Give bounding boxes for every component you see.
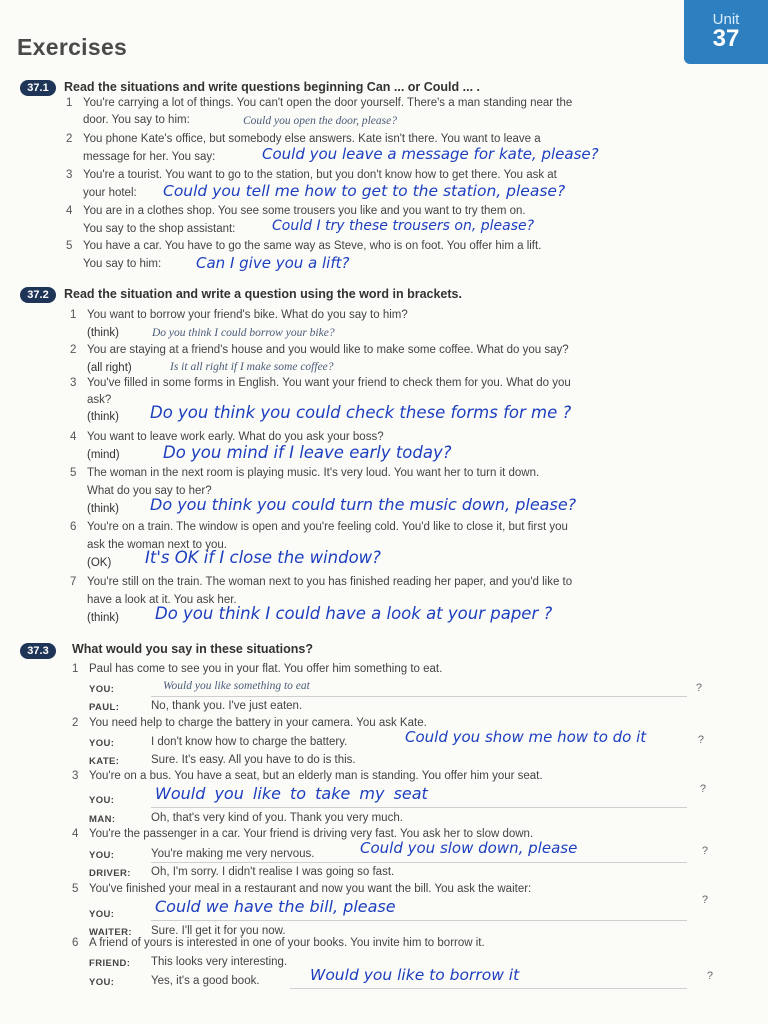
question-mark: ? <box>697 734 704 746</box>
item-number: 4 <box>66 205 73 217</box>
handwritten-answer: Could I try these trousers on, please? <box>272 218 535 234</box>
situation-text: You're on a bus. You have a seat, but an elderly man is standing. You offer him your seat. <box>89 770 543 782</box>
handwritten-answer: Do you mind if I leave early today? <box>163 443 452 462</box>
handwritten-answer: Could you show me how to do it <box>405 728 647 746</box>
handwritten-answer: Could you slow down, please <box>360 839 578 857</box>
handwritten-answer: Would you like to take my seat <box>155 784 428 803</box>
dialog-text: No, thank you. I've just eaten. <box>151 700 303 712</box>
situation-text: You're still on the train. The woman next to you has finished reading her paper, and you'd like to <box>87 576 573 588</box>
item-number: 4 <box>70 431 77 443</box>
unit-tab <box>684 0 768 64</box>
exercise-instruction: Read the situation and write a question using the word in brackets. <box>64 287 462 301</box>
dialog-text: Oh, I'm sorry. I didn't realise I was going so fast. <box>151 866 395 878</box>
situation-text: You're on a train. The window is open and you're feeling cold. You'd like to close it, but first you <box>87 521 568 533</box>
answer-text: Would you like something to eat <box>163 680 310 692</box>
question-mark: ? <box>699 783 706 795</box>
item-number: 1 <box>72 663 79 675</box>
situation-text: You're the passenger in a car. Your friend is driving very fast. You ask her to slow down. <box>89 828 534 840</box>
dialog-text: Oh, that's very kind of you. Thank you very much. <box>151 812 403 824</box>
situation-text: You want to leave work early. What do you ask your boss? <box>87 431 384 443</box>
situation-text: You say to him: <box>83 258 162 270</box>
unit-label: Unit <box>712 11 740 28</box>
bracket-cue: (OK) <box>87 557 112 569</box>
item-number: 1 <box>70 309 77 321</box>
item-number: 5 <box>70 467 77 479</box>
speaker-label: YOU: <box>89 795 115 806</box>
dialog-text: This looks very interesting. <box>151 956 288 968</box>
item-number: 3 <box>70 377 77 389</box>
bracket-cue: (mind) <box>87 449 120 461</box>
bracket-cue: (think) <box>87 503 119 515</box>
item-number: 7 <box>70 576 77 588</box>
speaker-label: FRIEND: <box>89 958 131 969</box>
handwritten-answer: Could you leave a message for kate, please? <box>262 145 599 163</box>
item-number: 6 <box>70 521 77 533</box>
handwritten-answer: Would you like to borrow it <box>310 966 520 984</box>
situation-text: You are staying at a friend's house and you would like to make some coffee. What do you say? <box>87 344 569 356</box>
dialog-text: Sure. I'll get it for you now. <box>151 925 286 937</box>
bracket-cue: (think) <box>87 612 119 624</box>
speaker-label: YOU: <box>89 684 115 695</box>
item-number: 2 <box>70 344 77 356</box>
exercise-badge: 37.1 <box>20 80 56 96</box>
situation-text: You want to borrow your friend's bike. What do you say to him? <box>87 309 408 321</box>
exercise-badge: 37.3 <box>20 643 56 659</box>
dialog-text: Sure. It's easy. All you have to do is this. <box>151 754 356 766</box>
handwritten-answer: Do you think you could check these forms for me ? <box>150 403 572 422</box>
speaker-label: YOU: <box>89 909 115 920</box>
dialog-text: I don't know how to charge the battery. <box>151 736 348 748</box>
bracket-cue: (think) <box>87 411 119 423</box>
unit-number: 37 <box>712 25 740 52</box>
answer-text: Do you think I could borrow your bike? <box>152 327 335 339</box>
situation-text: message for her. You say: <box>83 151 216 163</box>
answer-line <box>151 807 687 808</box>
situation-text: The woman in the next room is playing music. It's very loud. You want her to turn it down. <box>87 467 540 479</box>
handwritten-answer: Could we have the bill, please <box>155 897 396 916</box>
question-mark: ? <box>701 894 708 906</box>
situation-text: You're carrying a lot of things. You can't open the door yourself. There's a man standing near the <box>83 97 573 109</box>
handwritten-answer: Can I give you a lift? <box>196 254 350 272</box>
situation-text: You phone Kate's office, but somebody else answers. Kate isn't there. You want to leave a <box>83 133 541 145</box>
question-mark: ? <box>706 970 713 982</box>
speaker-label: DRIVER: <box>89 868 131 879</box>
handwritten-answer: Could you tell me how to get to the station, please? <box>163 182 566 200</box>
handwritten-answer: Do you think you could turn the music down, please? <box>150 495 577 514</box>
question-mark: ? <box>701 845 708 857</box>
item-number: 5 <box>66 240 73 252</box>
speaker-label: YOU: <box>89 850 115 861</box>
situation-text: You have a car. You have to go the same way as Steve, who is on foot. You offer him a lift. <box>83 240 542 252</box>
situation-text: Paul has come to see you in your flat. You offer him something to eat. <box>89 663 443 675</box>
situation-text: your hotel: <box>83 187 137 199</box>
item-number: 3 <box>72 770 79 782</box>
situation-text: A friend of yours is interested in one of your books. You invite him to borrow it. <box>89 937 485 949</box>
situation-text: You've finished your meal in a restaurant and now you want the bill. You ask the waiter: <box>89 883 532 895</box>
bracket-cue: (think) <box>87 327 119 339</box>
item-number: 4 <box>72 828 79 840</box>
exercise-instruction: Read the situations and write questions beginning Can ... or Could ... . <box>64 80 480 94</box>
page-title: Exercises <box>17 34 128 60</box>
speaker-label: YOU: <box>89 738 115 749</box>
question-mark: ? <box>695 682 702 694</box>
speaker-label: WAITER: <box>89 927 132 938</box>
answer-line <box>151 862 687 863</box>
situation-text: You say to the shop assistant: <box>83 223 236 235</box>
speaker-label: MAN: <box>89 814 116 825</box>
speaker-label: PAUL: <box>89 702 120 713</box>
item-number: 1 <box>66 97 73 109</box>
dialog-text: You're making me very nervous. <box>151 848 315 860</box>
item-number: 2 <box>66 133 73 145</box>
situation-text: What do you say to her? <box>87 485 212 497</box>
answer-line <box>151 696 687 697</box>
answer-text: Could you open the door, please? <box>243 115 397 127</box>
situation-text: You've filled in some forms in English. You want your friend to check them for you. What do you <box>87 377 571 389</box>
answer-line <box>151 920 687 921</box>
situation-text: door. You say to him: <box>83 114 190 126</box>
item-number: 3 <box>66 169 73 181</box>
item-number: 5 <box>72 883 79 895</box>
speaker-label: YOU: <box>89 977 115 988</box>
bracket-cue: (all right) <box>87 362 132 374</box>
situation-text: You're a tourist. You want to go to the station, but you don't know how to get there. You ask at <box>83 169 557 181</box>
handwritten-answer: Do you think I could have a look at your paper ? <box>155 604 553 623</box>
situation-text: You are in a clothes shop. You see some trousers you like and you want to try them on. <box>83 205 526 217</box>
situation-text: ask? <box>87 394 112 406</box>
item-number: 6 <box>72 937 79 949</box>
speaker-label: KATE: <box>89 756 120 767</box>
item-number: 2 <box>72 717 79 729</box>
exercise-badge: 37.2 <box>20 287 56 303</box>
dialog-text: Yes, it's a good book. <box>151 975 260 987</box>
exercise-instruction: What would you say in these situations? <box>72 642 313 656</box>
handwritten-answer: It's OK if I close the window? <box>145 548 381 567</box>
answer-line <box>290 988 687 989</box>
situation-text: ask the woman next to you. <box>87 539 227 551</box>
situation-text: You need help to charge the battery in your camera. You ask Kate. <box>89 717 427 729</box>
answer-text: Is it all right if I make some coffee? <box>170 361 334 373</box>
situation-text: have a look at it. You ask her. <box>87 594 237 606</box>
